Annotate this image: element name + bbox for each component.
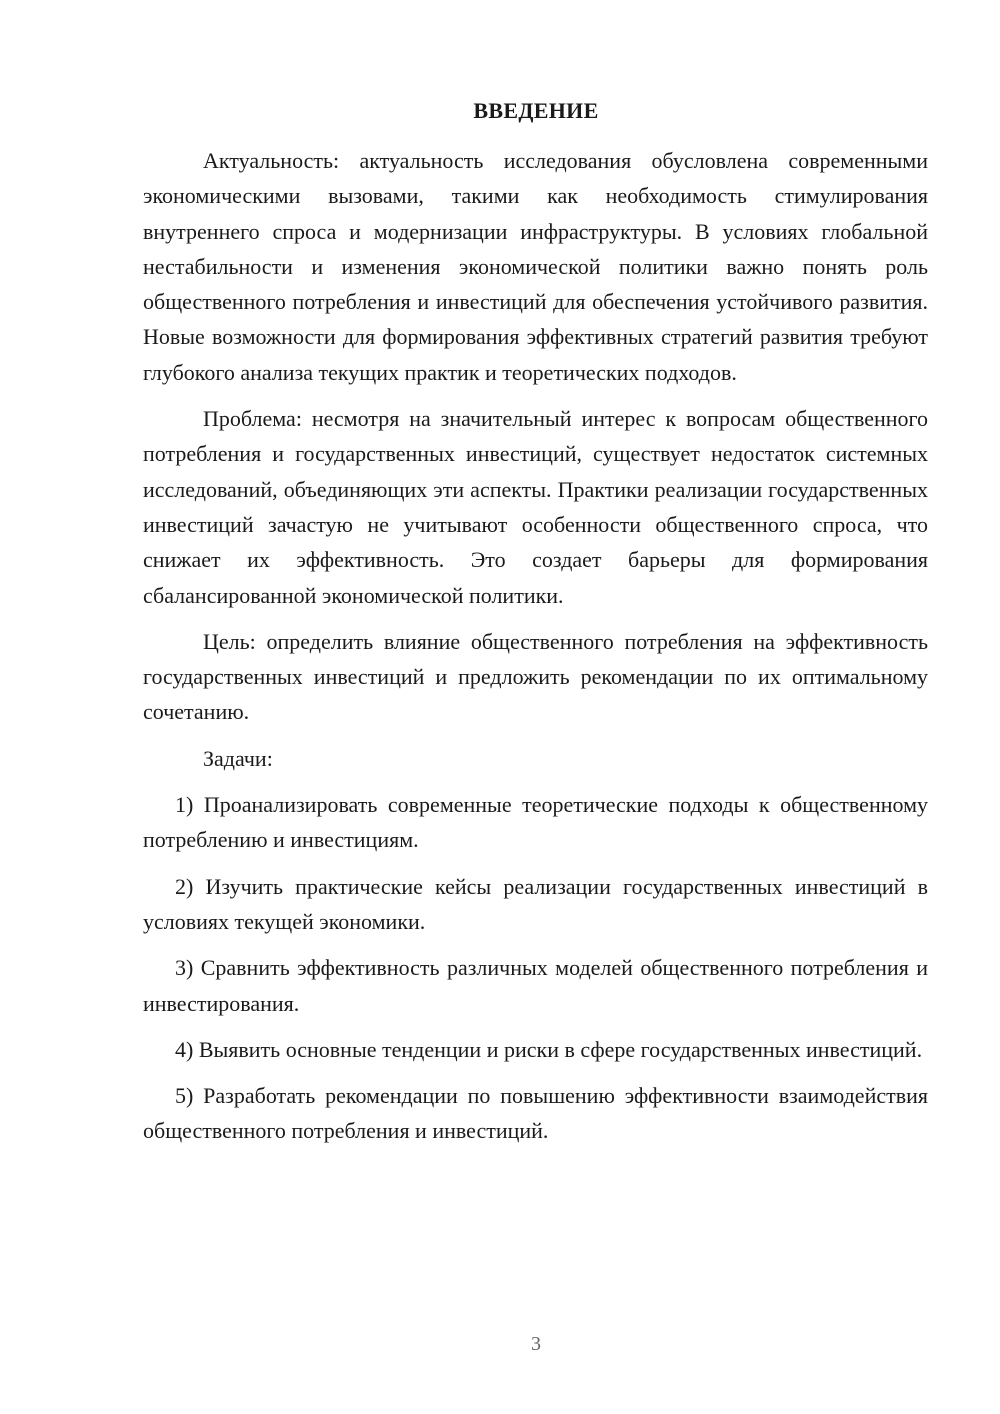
document-body: [143, 143, 928, 1160]
task-item: 4) Выявить основные тенденции и риски в сфере государственных инвестиций.: [175, 1036, 923, 1062]
task-item: 1) Проанализировать современные теоретические подходы к общественному потреблению и инвестициям.: [143, 792, 928, 853]
task-item: 5) Разработать рекомендации по повышению эффективности взаимодействия общественного потребления и инвестиций.: [143, 1083, 928, 1144]
task-item: 2) Изучить практические кейсы реализации государственных инвестиций в условиях текущей экономики.: [143, 873, 928, 934]
goal-paragraph: Цель: определить влияние общественного потребления на эффективность государственных инвестиций и предложить рекомендации по их оптимальному сочетанию.: [143, 628, 928, 725]
task-item: 3) Сравнить эффективность различных моделей общественного потребления и инвестирования.: [143, 955, 928, 1016]
page-number: 3: [531, 1333, 541, 1355]
problem-paragraph: Проблема: несмотря на значительный интерес к вопросам общественного потребления и государственных инвестиций, существует недостаток системных исследований, объединяющих эти аспекты. Практики реализации государственных инвестиций зачастую не учитывают особенности общественного спроса, что снижает их эффективность. Это создает барьеры для формирования сбалансированной экономической политики.: [143, 406, 928, 608]
page-title: ВВЕДЕНИЕ: [473, 98, 599, 123]
tasks-label: Задачи:: [203, 745, 273, 771]
relevance-paragraph: Актуальность: актуальность исследования обусловлена современными экономическими вызовами, такими как необходимость стимулирования внутреннего спроса и модернизации инфраструктуры. В условиях глобальной нестабильности и изменения экономической политики важно понять роль общественного потребления и инвестиций для обеспечения устойчивого развития. Новые возможности для формирования эффективных стратегий развития требуют глубокого анализа текущих практик и теоретических подходов.: [143, 148, 928, 385]
